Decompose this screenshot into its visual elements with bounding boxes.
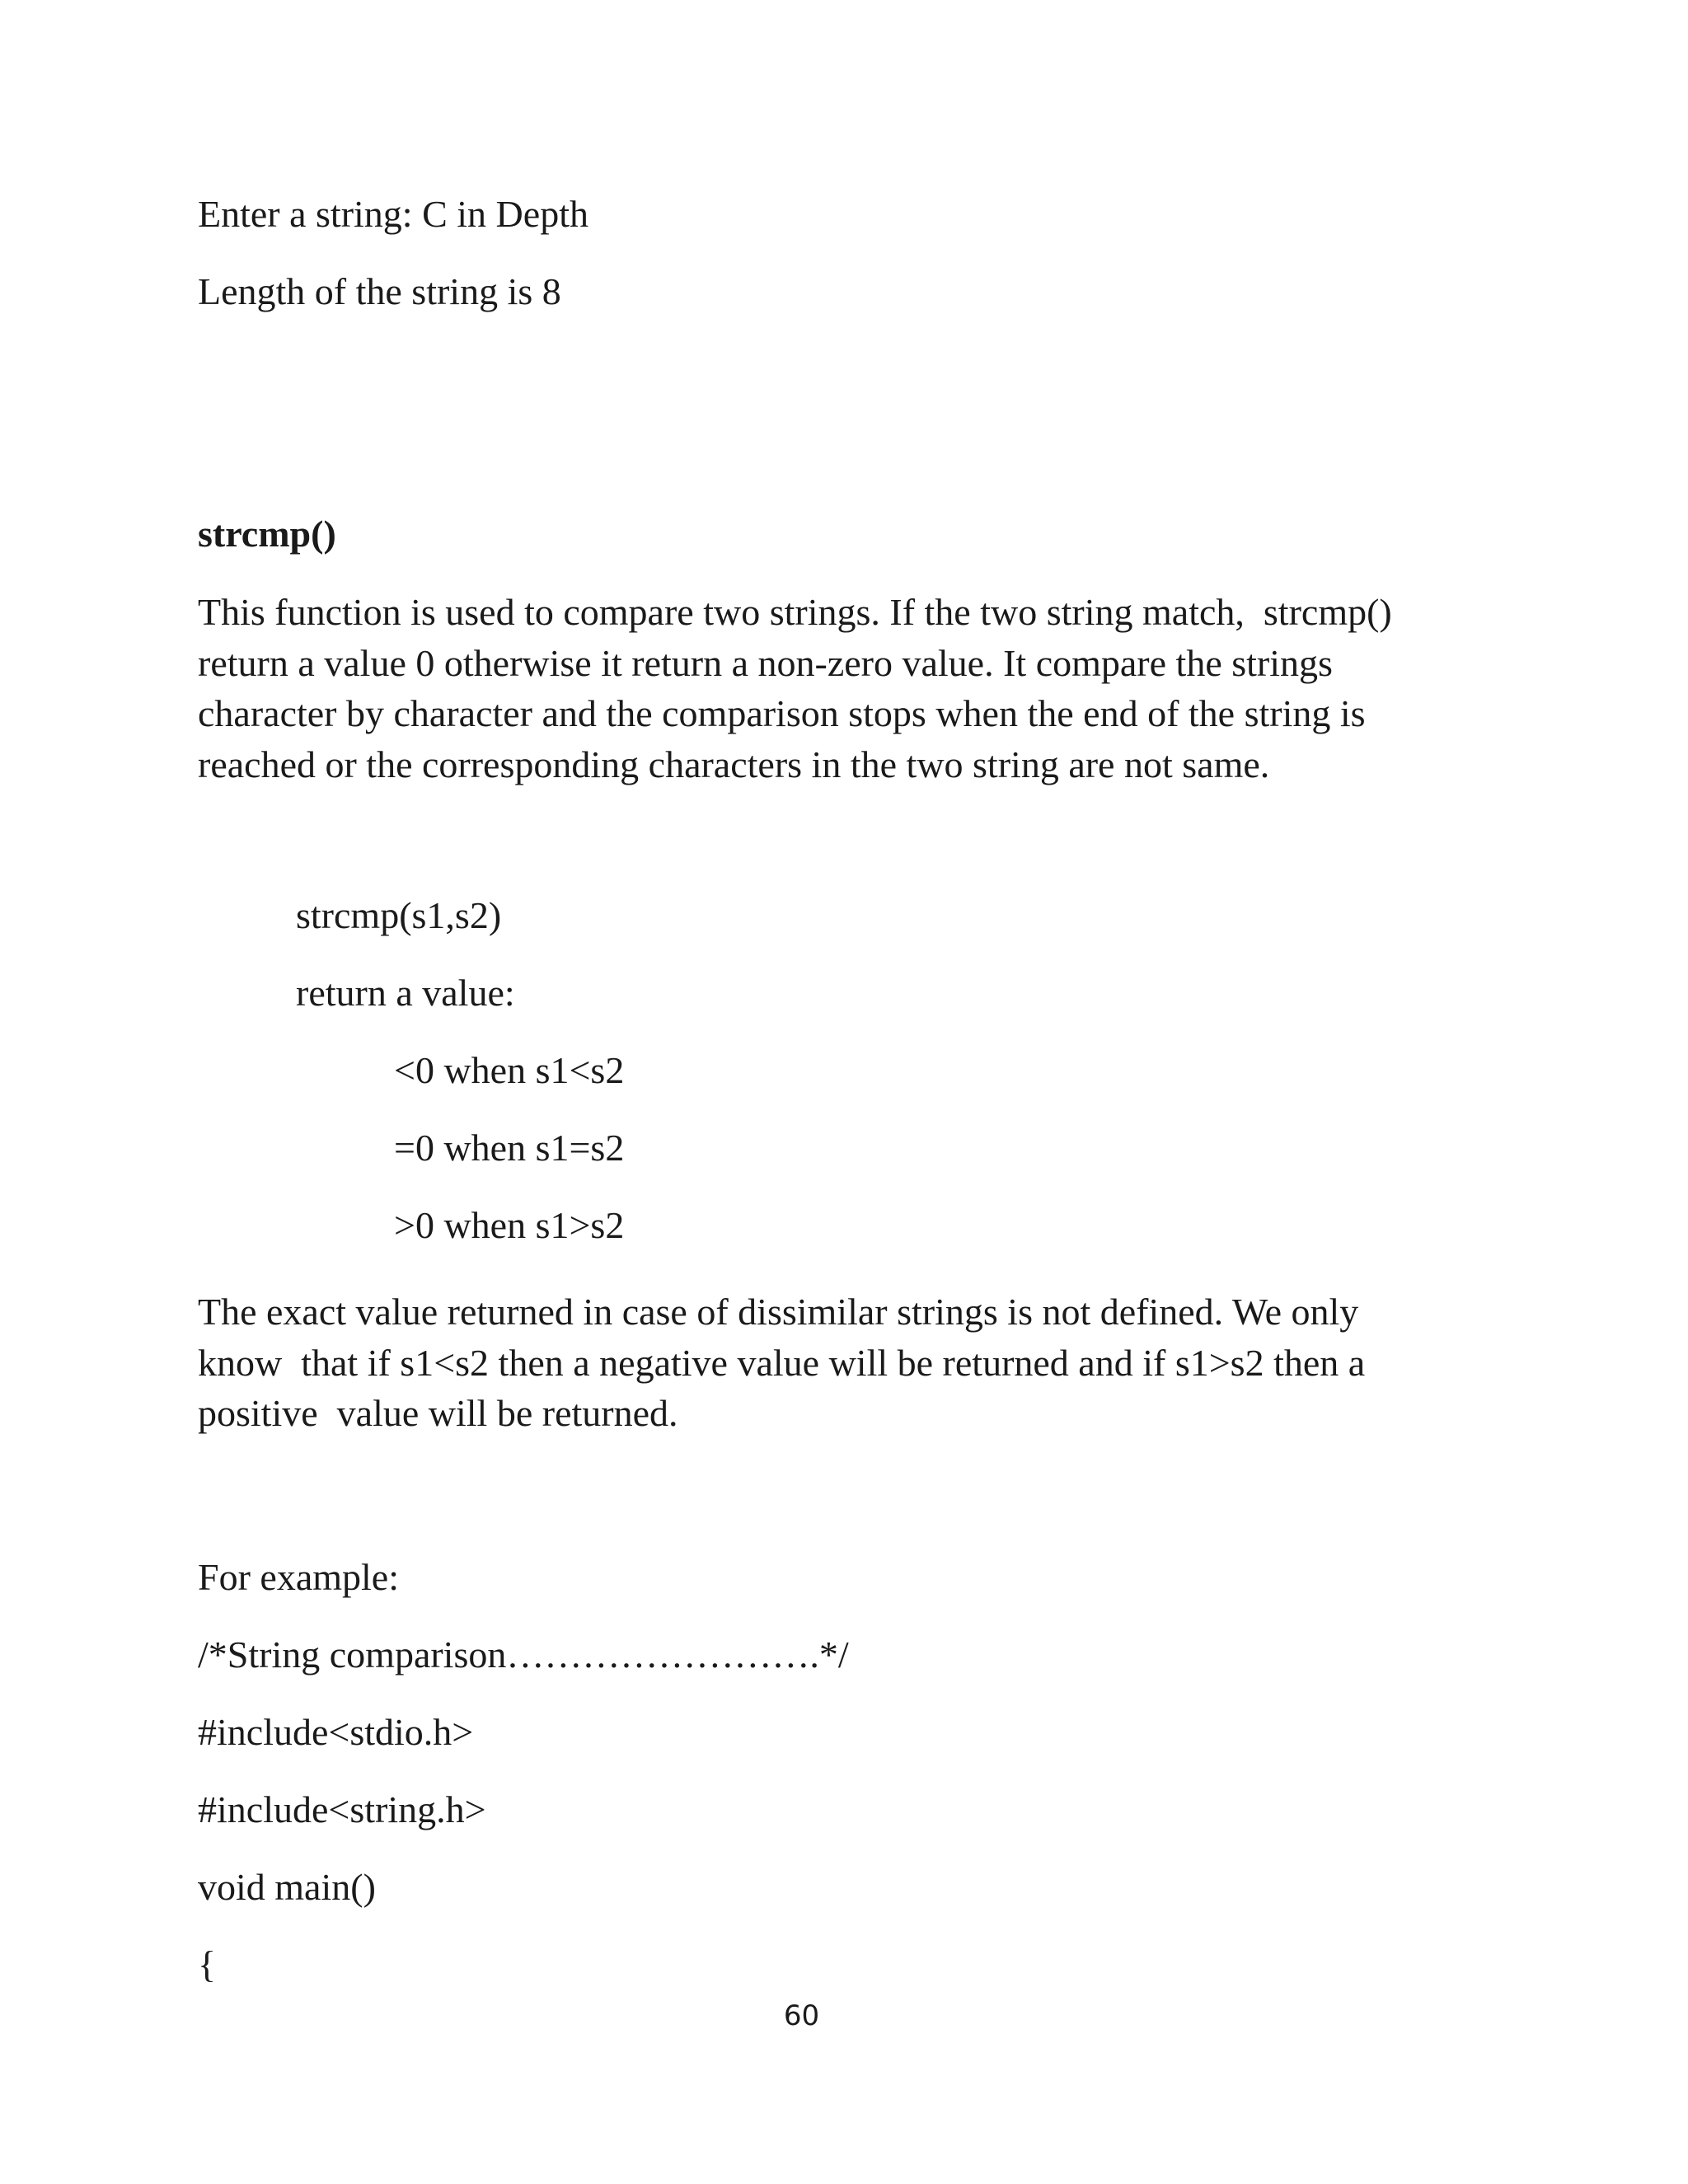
section-heading: strcmp() — [198, 513, 336, 555]
note-line: positive value will be returned. — [198, 1392, 678, 1434]
code-line-open-brace: { — [198, 1943, 217, 1985]
description-paragraph — [198, 587, 1484, 790]
function-signature: strcmp(s1,s2) — [296, 894, 502, 936]
return-case-greater: >0 when s1>s2 — [394, 1204, 625, 1246]
note-line: The exact value returned in case of dissimilar strings is not defined. We only — [198, 1291, 1359, 1333]
note-line: know that if s1<s2 then a negative value will be returned and if s1>s2 then a — [198, 1341, 1366, 1384]
page-number: 60 — [783, 1999, 820, 2032]
output-prompt-line: Enter a string: C in Depth — [198, 193, 588, 235]
description-line: return a value 0 otherwise it return a non-zero value. It compare the strings — [198, 641, 1333, 684]
return-case-equal: =0 when s1=s2 — [394, 1127, 625, 1169]
example-label: For example: — [198, 1556, 399, 1598]
output-length-line: Length of the string is 8 — [198, 270, 561, 312]
code-line-comment: /*String comparison…………………….*/ — [198, 1633, 849, 1675]
return-case-less: <0 when s1<s2 — [394, 1049, 625, 1091]
note-paragraph — [198, 1286, 1484, 1439]
code-line-main: void main() — [198, 1866, 376, 1908]
description-line: This function is used to compare two strings. If the two string match, strcmp() — [198, 591, 1392, 633]
code-line-include-string: #include<string.h> — [198, 1788, 486, 1830]
description-line: reached or the corresponding characters in the two string are not same. — [198, 743, 1270, 785]
code-line-include-stdio: #include<stdio.h> — [198, 1711, 474, 1753]
description-line: character by character and the comparison stops when the end of the string is — [198, 692, 1366, 734]
return-label: return a value: — [296, 972, 515, 1014]
